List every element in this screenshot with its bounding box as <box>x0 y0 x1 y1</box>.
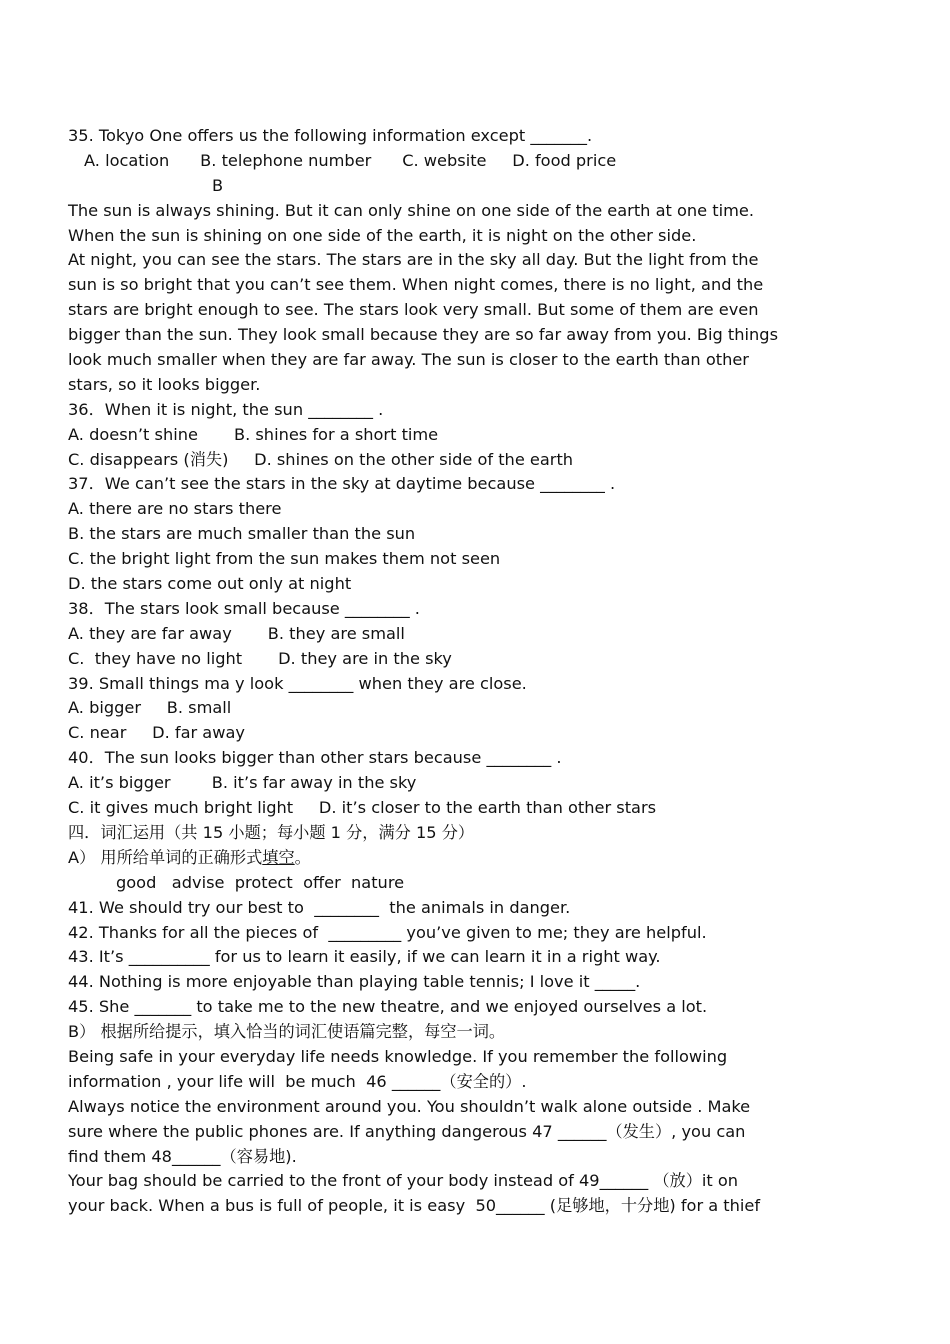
question-40-options: A. it’s bigger B. it’s far away in the sky <box>68 773 417 793</box>
section-4-title: 四．词汇运用（共 15 小题；每小题 1 分，满分 15 分） <box>68 822 475 842</box>
passage-line: sun is so bright that you can’t see them. When night comes, there is no light, and the <box>68 275 764 295</box>
passage-line: stars, so it looks bigger. <box>68 374 261 394</box>
passage-line: At night, you can see the stars. The stars are in the sky all day. But the light from the <box>68 250 759 270</box>
cloze-line: find them 48______（容易地). <box>68 1146 297 1166</box>
passage-line: bigger than the sun. They look small because they are so far away from you. Big things <box>68 325 779 345</box>
vocab-item-41: 41. We should try our best to ________ the animals in danger. <box>68 897 571 917</box>
question-39-options: A. bigger B. small <box>68 698 232 718</box>
questions-36-40 <box>68 398 828 821</box>
cloze-line: Your bag should be carried to the front of your body instead of 49______ （放）it on <box>68 1171 739 1191</box>
question-38-stem: 38．The stars look small because ________ . <box>68 598 420 618</box>
vocab-item-44: 44. Nothing is more enjoyable than playing table tennis; I love it _____. <box>68 972 641 992</box>
vocab-item-45: 45. She _______ to take me to the new theatre, and we enjoyed ourselves a lot. <box>68 997 708 1017</box>
passage-line: The sun is always shining. But it can only shine on one side of the earth at one time. <box>68 200 754 220</box>
question-36-stem: 36．When it is night, the sun ________ . <box>68 399 384 419</box>
cloze-line: Always notice the environment around you. You shouldn’t walk alone outside . Make <box>68 1096 751 1116</box>
question-37-option: C. the bright light from the sun makes them not seen <box>68 549 501 569</box>
question-35-stem: 35. Tokyo One offers us the following information except _______. <box>68 126 593 145</box>
question-36-options: C. disappears (消失) D. shines on the other side of the earth <box>68 449 574 469</box>
question-36-options: A. doesn’t shine B. shines for a short time <box>68 424 439 444</box>
cloze-line: sure where the public phones are. If anything dangerous 47 ______（发生）, you can <box>68 1121 746 1141</box>
question-37-option: B. the stars are much smaller than the sun <box>68 524 416 544</box>
part-a-instruction-prefix: A） 用所给单词的正确形式 <box>68 847 263 867</box>
reading-passage-b <box>68 199 828 398</box>
word-bank: good advise protect offer nature <box>116 872 405 892</box>
question-37-option: D. the stars come out only at night <box>68 574 352 594</box>
cloze-line: Being safe in your everyday life needs knowledge. If you remember the following <box>68 1046 728 1066</box>
question-37-option: A. there are no stars there <box>68 499 282 519</box>
question-39-stem: 39. Small things ma y look ________ when they are close. <box>68 673 527 693</box>
question-38-options: A. they are far away B. they are small <box>68 623 405 643</box>
part-a-instruction-underlined: 填空 <box>262 847 295 867</box>
question-37-stem: 37．We can’t see the stars in the sky at daytime because ________ . <box>68 474 616 494</box>
worksheet-page <box>68 124 828 1219</box>
section-b-label: B <box>212 175 224 195</box>
question-35-options: A. location B. telephone number C. website D. food price <box>84 150 617 170</box>
question-40-options: C. it gives much bright light D. it’s closer to the earth than other stars <box>68 798 657 818</box>
cloze-line: information , your life will be much 46 ______（安全的）. <box>68 1071 527 1091</box>
passage-line: When the sun is shining on one side of the earth, it is night on the other side. <box>68 225 697 245</box>
vocab-item-42: 42. Thanks for all the pieces of _________ you’ve given to me; they are helpful. <box>68 922 707 942</box>
question-38-options: C. they have no light D. they are in the sky <box>68 648 452 668</box>
question-39-options: C. near D. far away <box>68 723 245 743</box>
passage-line: stars are bright enough to see. The stars look very small. But some of them are even <box>68 300 759 320</box>
question-40-stem: 40．The sun looks bigger than other stars because ________ . <box>68 748 562 768</box>
part-a-instruction <box>68 846 828 871</box>
part-b-instruction: B） 根据所给提示，填入恰当的词汇使语篇完整，每空一词。 <box>68 1022 506 1042</box>
passage-line: look much smaller when they are far away. The sun is closer to the earth than other <box>68 350 749 370</box>
cloze-passage <box>68 1045 828 1219</box>
vocab-item-43: 43. It’s __________ for us to learn it easily, if we can learn it in a right way. <box>68 947 661 967</box>
part-a-instruction-suffix: 。 <box>294 847 311 867</box>
cloze-line: your back. When a bus is full of people, it is easy 50______ (足够地，十分地) for a thief <box>68 1196 761 1216</box>
